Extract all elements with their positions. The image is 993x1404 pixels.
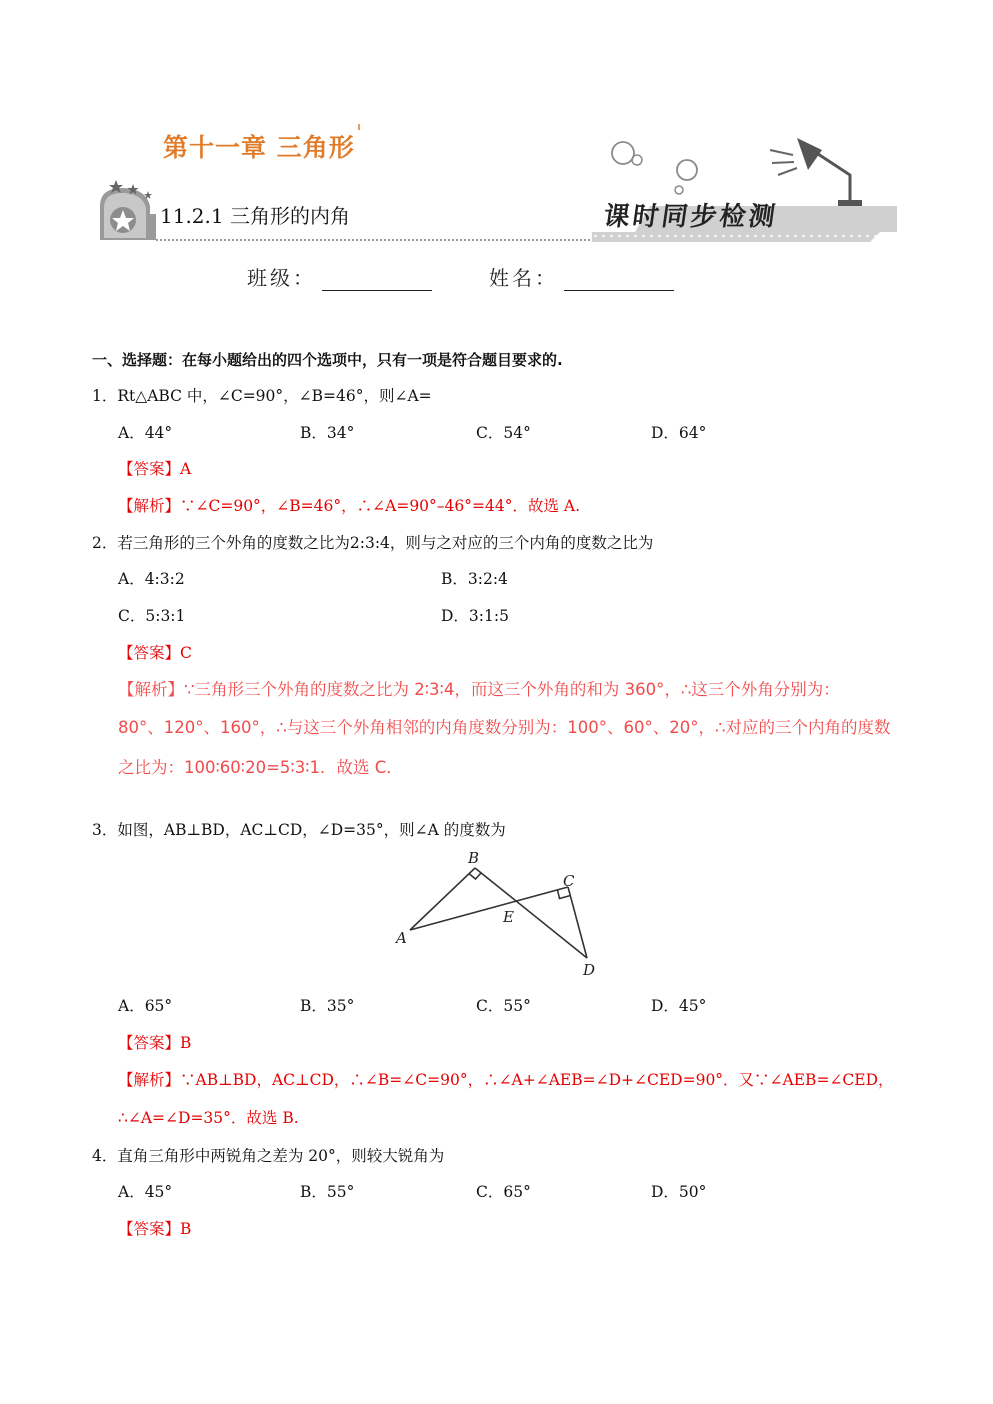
label-c: C (563, 872, 575, 890)
explanation-line: 80°、120°、160°，∴与这三个外角相邻的内角度数分别为：100°、60°、20°，∴对应的三个内角的度数 (118, 718, 891, 737)
question-stem: Rt△ABC 中，∠C=90°，∠B=46°，则∠A= (117, 387, 432, 405)
question-2: 2．若三角形的三个外角的度数之比为2:3:4，则与之对应的三个内角的度数之比为 (92, 534, 654, 552)
explanation: 【解析】∵∠C=90°，∠B=46°，∴∠A=90°–46°=44°．故选 A. (118, 497, 581, 515)
name-blank[interactable] (564, 270, 674, 291)
question-stem: 直角三角形中两锐角之差为 20°，则较大锐角为 (117, 1147, 445, 1165)
answer: 【答案】B (118, 1220, 192, 1238)
question-1: 1．Rt△ABC 中，∠C=90°，∠B=46°，则∠A= (92, 387, 432, 405)
geometry-figure (380, 845, 620, 985)
explanation-line: 【解析】∵AB⊥BD，AC⊥CD，∴∠B=∠C=90°，∴∠A+∠AEB=∠D+∠CED=90°．又∵∠AEB=∠CED， (118, 1071, 894, 1089)
option-a: A．65° (118, 997, 173, 1015)
explanation-line: 之比为：100∶60∶20=5∶3∶1．故选 C． (118, 758, 403, 777)
section-heading: 一、选择题：在每小题给出的四个选项中，只有一项是符合题目要求的. (92, 351, 563, 369)
question-3: 3．如图，AB⊥BD，AC⊥CD，∠D=35°，则∠A 的度数为 (92, 821, 506, 839)
label-b: B (468, 849, 480, 867)
option-b: B．35° (300, 997, 355, 1015)
desk-lamp-icon (770, 138, 862, 206)
option-b: B．55° (300, 1183, 355, 1201)
option-b: B．34° (300, 424, 355, 442)
label-a: A (396, 929, 407, 947)
option-c: C．55° (476, 997, 531, 1015)
name-label: 姓名： (489, 266, 558, 290)
explanation-line: 【解析】∵三角形三个外角的度数之比为 2∶3∶4，而这三个外角的和为 360°，∴这三个外角分别为： (118, 680, 840, 699)
section-title: 11.2.1 三角形的内角 (160, 204, 350, 228)
option-c: C．65° (476, 1183, 531, 1201)
right-angle-b (470, 873, 482, 879)
option-b: B．3:2:4 (441, 570, 508, 588)
segment-cd (568, 887, 587, 958)
bubble-icon (677, 160, 697, 180)
explanation-line: ∴∠A=∠D=35°．故选 B. (118, 1109, 299, 1127)
option-d: D．64° (651, 424, 707, 442)
option-c: C．54° (476, 424, 531, 442)
bubble-icon (632, 155, 642, 165)
name-field (489, 262, 674, 291)
answer: 【答案】B (118, 1034, 192, 1052)
class-field (247, 262, 432, 291)
bubble-icon (612, 142, 634, 164)
option-a: A．44° (118, 424, 173, 442)
option-d: D．3:1:5 (441, 607, 509, 625)
chapter-title: 第十一章 三角形 (163, 133, 355, 162)
option-c: C．5:3:1 (118, 607, 186, 625)
question-stem: 若三角形的三个外角的度数之比为2:3:4，则与之对应的三个内角的度数之比为 (117, 534, 654, 552)
answer: 【答案】A (118, 460, 192, 478)
header-decoration (0, 0, 993, 260)
option-a: A．4:3:2 (118, 570, 185, 588)
label-d: D (583, 961, 596, 979)
answer: 【答案】C (118, 644, 192, 662)
brand-title: 课时同步检测 (601, 202, 780, 232)
option-a: A．45° (118, 1183, 173, 1201)
class-blank[interactable] (322, 270, 432, 291)
class-label: 班级： (247, 266, 316, 290)
option-d: D．50° (651, 1183, 707, 1201)
question-stem: 如图，AB⊥BD，AC⊥CD，∠D=35°，则∠A 的度数为 (117, 821, 506, 839)
label-e: E (503, 908, 514, 926)
question-4: 4．直角三角形中两锐角之差为 20°，则较大锐角为 (92, 1147, 445, 1165)
bubble-icon (675, 186, 683, 194)
option-d: D．45° (651, 997, 707, 1015)
